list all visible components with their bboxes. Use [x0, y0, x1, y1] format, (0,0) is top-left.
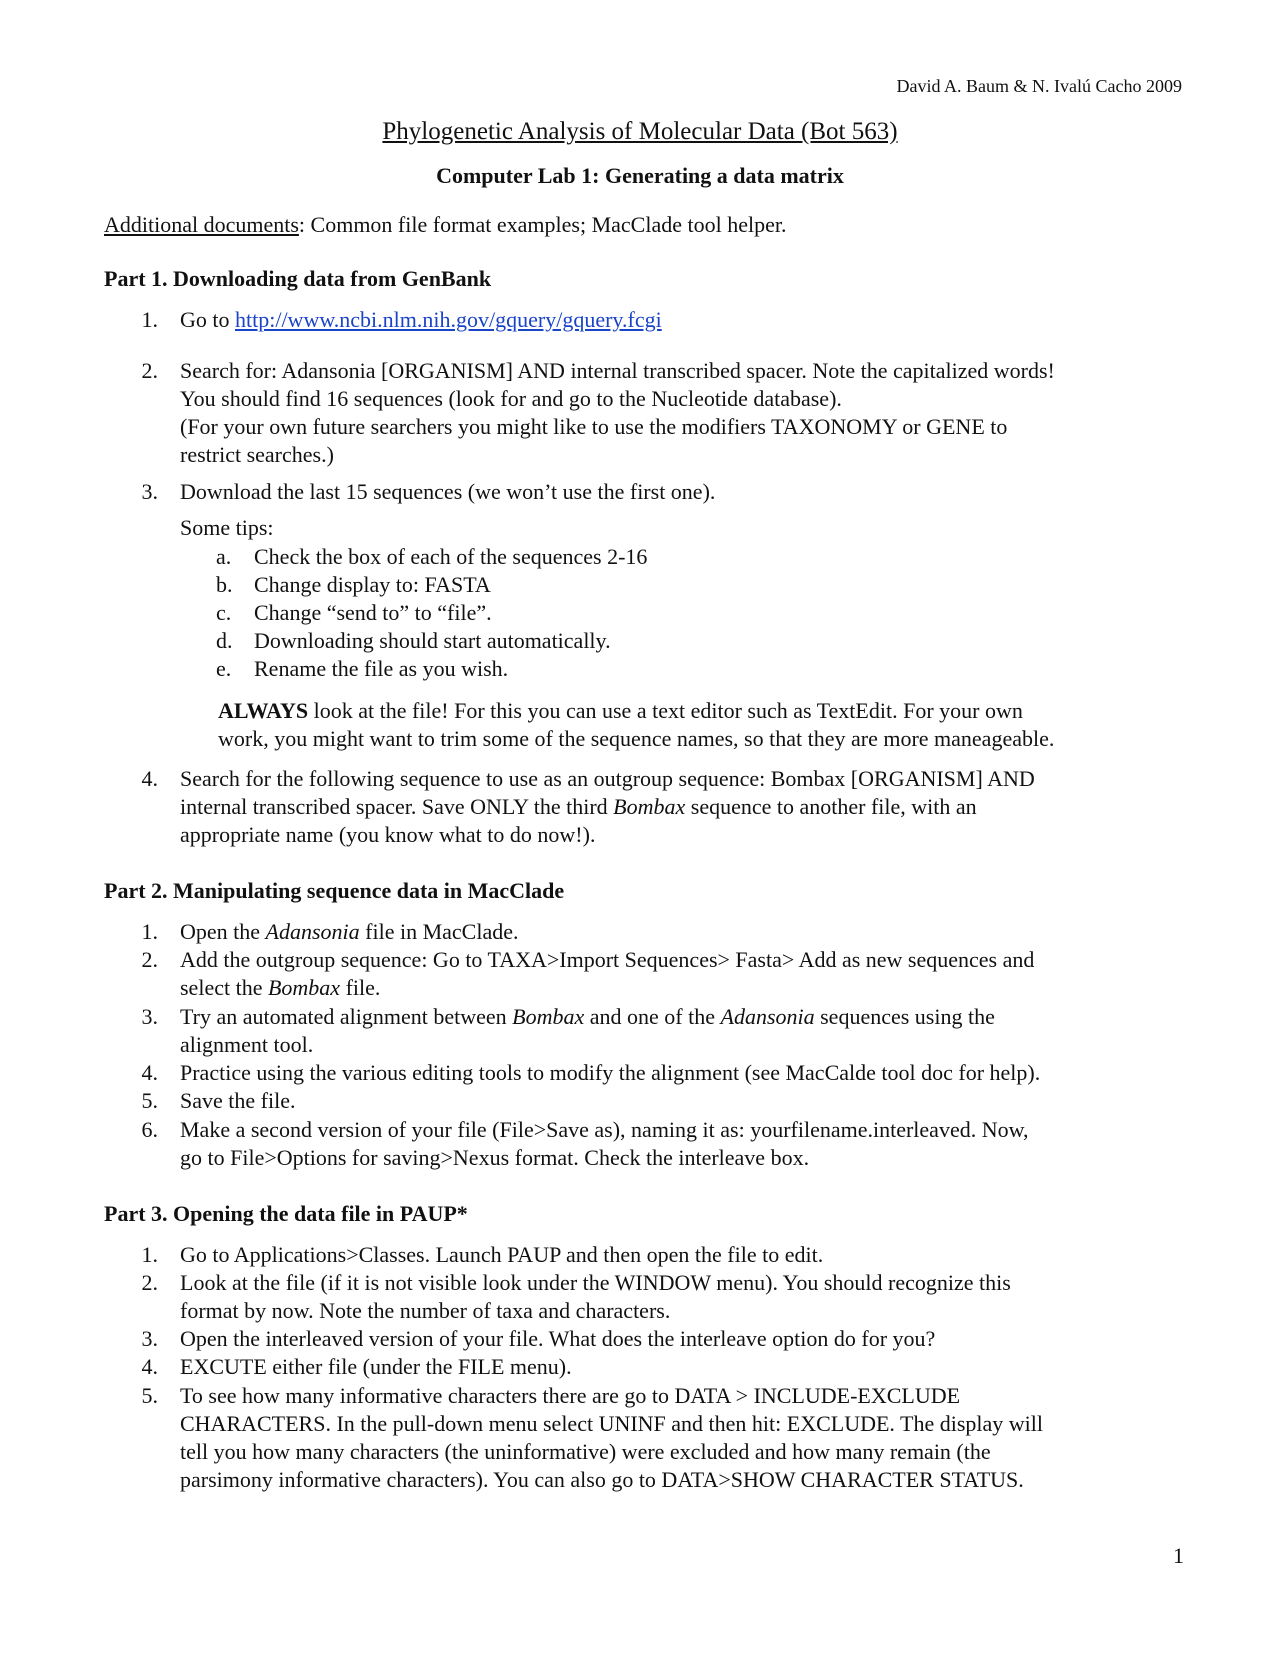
additional-documents-text: : Common file format examples; MacClade tool helper.: [298, 212, 787, 237]
part1-heading: Part 1. Downloading data from GenBank: [104, 266, 492, 291]
item-text: file.: [340, 975, 381, 1000]
item-text: select the: [180, 975, 268, 1000]
list-number: 1.: [141, 919, 158, 944]
list-item-line: Look at the file (if it is not visible look under the WINDOW menu). You should recognize this: [180, 1270, 1011, 1295]
list-number: 5.: [141, 1088, 158, 1113]
list-item: [180, 306, 662, 334]
list-item-line: [180, 974, 380, 1002]
list-item-line: go to File>Options for saving>Nexus format. Check the interleave box.: [180, 1145, 810, 1170]
list-item-line: [180, 793, 977, 821]
part3-heading: Part 3. Opening the data file in PAUP*: [104, 1201, 468, 1226]
gquery-link[interactable]: http://www.ncbi.nlm.nih.gov/gquery/gquery.fcgi: [235, 307, 662, 332]
list-number: 1.: [141, 1242, 158, 1267]
list-item-line: parsimony informative characters). You can also go to DATA>SHOW CHARACTER STATUS.: [180, 1467, 1024, 1492]
list-item-line: You should find 16 sequences (look for and go to the Nucleotide database).: [180, 386, 842, 411]
item-text: internal transcribed spacer. Save ONLY the third: [180, 794, 614, 819]
list-number: 3.: [141, 1004, 158, 1029]
tips-label: Some tips:: [180, 515, 274, 540]
item-italic: Bombax: [267, 975, 341, 1000]
page-subtitle: Computer Lab 1: Generating a data matrix: [436, 163, 844, 188]
item-italic: Adansonia: [720, 1004, 815, 1029]
list-number: 4.: [141, 1354, 158, 1379]
always-text: look at the file! For this you can use a text editor such as TextEdit. For your own: [308, 698, 1023, 723]
list-item-line: Add the outgroup sequence: Go to TAXA>Import Sequences> Fasta> Add as new sequences and: [180, 947, 1035, 972]
list-item-line: tell you how many characters (the uninformative) were excluded and how many remain (the: [180, 1439, 991, 1464]
list-number: 2.: [141, 1270, 158, 1295]
tip-letter: e.: [216, 656, 232, 681]
page-number: 1: [1173, 1543, 1184, 1568]
tip-letter: a.: [216, 544, 232, 569]
list-item-line: Search for the following sequence to use as an outgroup sequence: Bombax [ORGANISM] AND: [180, 766, 1035, 791]
list-item-line: [180, 1003, 995, 1031]
item-text: and one of the: [584, 1004, 721, 1029]
list-number: 6.: [141, 1117, 158, 1142]
list-item-line: (For your own future searchers you might like to use the modifiers TAXONOMY or GENE to: [180, 414, 1008, 439]
list-item-line: Practice using the various editing tools to modify the alignment (see MacCalde tool doc for help).: [180, 1060, 1041, 1085]
tip-item: Check the box of each of the sequences 2-16: [254, 544, 648, 569]
list-item-line: To see how many informative characters there are go to DATA > INCLUDE-EXCLUDE: [180, 1383, 961, 1408]
list-item-line: alignment tool.: [180, 1032, 314, 1057]
list-item-line: appropriate name (you know what to do now!).: [180, 822, 596, 847]
tip-letter: b.: [216, 572, 233, 597]
list-item-line: Make a second version of your file (File>Save as), naming it as: yourfilename.interleaved. Now,: [180, 1117, 1029, 1142]
always-note: [218, 697, 1023, 725]
item-text: sequence to another file, with an: [685, 794, 977, 819]
list-item-line: Save the file.: [180, 1088, 296, 1113]
tip-item: Rename the file as you wish.: [254, 656, 509, 681]
always-bold: ALWAYS: [218, 698, 309, 723]
always-note-line: work, you might want to trim some of the sequence names, so that they are more maneageable.: [218, 726, 1055, 751]
tip-letter: c.: [216, 600, 232, 625]
additional-documents-label: Additional documents: [104, 212, 299, 237]
list-item: [180, 918, 519, 946]
list-item-line: Search for: Adansonia [ORGANISM] AND internal transcribed spacer. Note the capitalized words!: [180, 358, 1055, 383]
list-number: 4.: [141, 1060, 158, 1085]
item-italic: Bombax: [613, 794, 686, 819]
additional-documents: [104, 211, 786, 239]
tip-item: Downloading should start automatically.: [254, 628, 611, 653]
item-text: Go to: [180, 307, 235, 332]
list-number: 4.: [141, 766, 158, 791]
author-credit: David A. Baum & N. Ivalú Cacho 2009: [896, 76, 1182, 96]
item-text: Try an automated alignment between: [180, 1004, 513, 1029]
list-item-line: CHARACTERS. In the pull-down menu select UNINF and then hit: EXCLUDE. The display will: [180, 1411, 1044, 1436]
list-item-line: EXCUTE either file (under the FILE menu).: [180, 1354, 572, 1379]
item-text: sequences using the: [814, 1004, 995, 1029]
list-item-line: Download the last 15 sequences (we won’t use the first one).: [180, 479, 716, 504]
list-number: 2.: [141, 358, 158, 383]
tip-item: Change display to: FASTA: [254, 572, 491, 597]
page-title: Phylogenetic Analysis of Molecular Data (Bot 563): [382, 118, 898, 145]
list-item-line: restrict searches.): [180, 442, 334, 467]
item-italic: Bombax: [512, 1004, 585, 1029]
tip-letter: d.: [216, 628, 233, 653]
list-number: 5.: [141, 1383, 158, 1408]
list-number: 2.: [141, 947, 158, 972]
part2-heading: Part 2. Manipulating sequence data in MacClade: [104, 878, 565, 903]
list-number: 3.: [141, 479, 158, 504]
list-item-line: Go to Applications>Classes. Launch PAUP and then open the file to edit.: [180, 1242, 824, 1267]
tip-item: Change “send to” to “file”.: [254, 600, 492, 625]
list-item-line: format by now. Note the number of taxa and characters.: [180, 1298, 671, 1323]
item-italic: Adansonia: [265, 919, 360, 944]
list-number: 1.: [141, 307, 158, 332]
list-item-line: Open the interleaved version of your file. What does the interleave option do for you?: [180, 1326, 936, 1351]
item-text: file in MacClade.: [359, 919, 519, 944]
list-number: 3.: [141, 1326, 158, 1351]
item-text: Open the: [180, 919, 266, 944]
